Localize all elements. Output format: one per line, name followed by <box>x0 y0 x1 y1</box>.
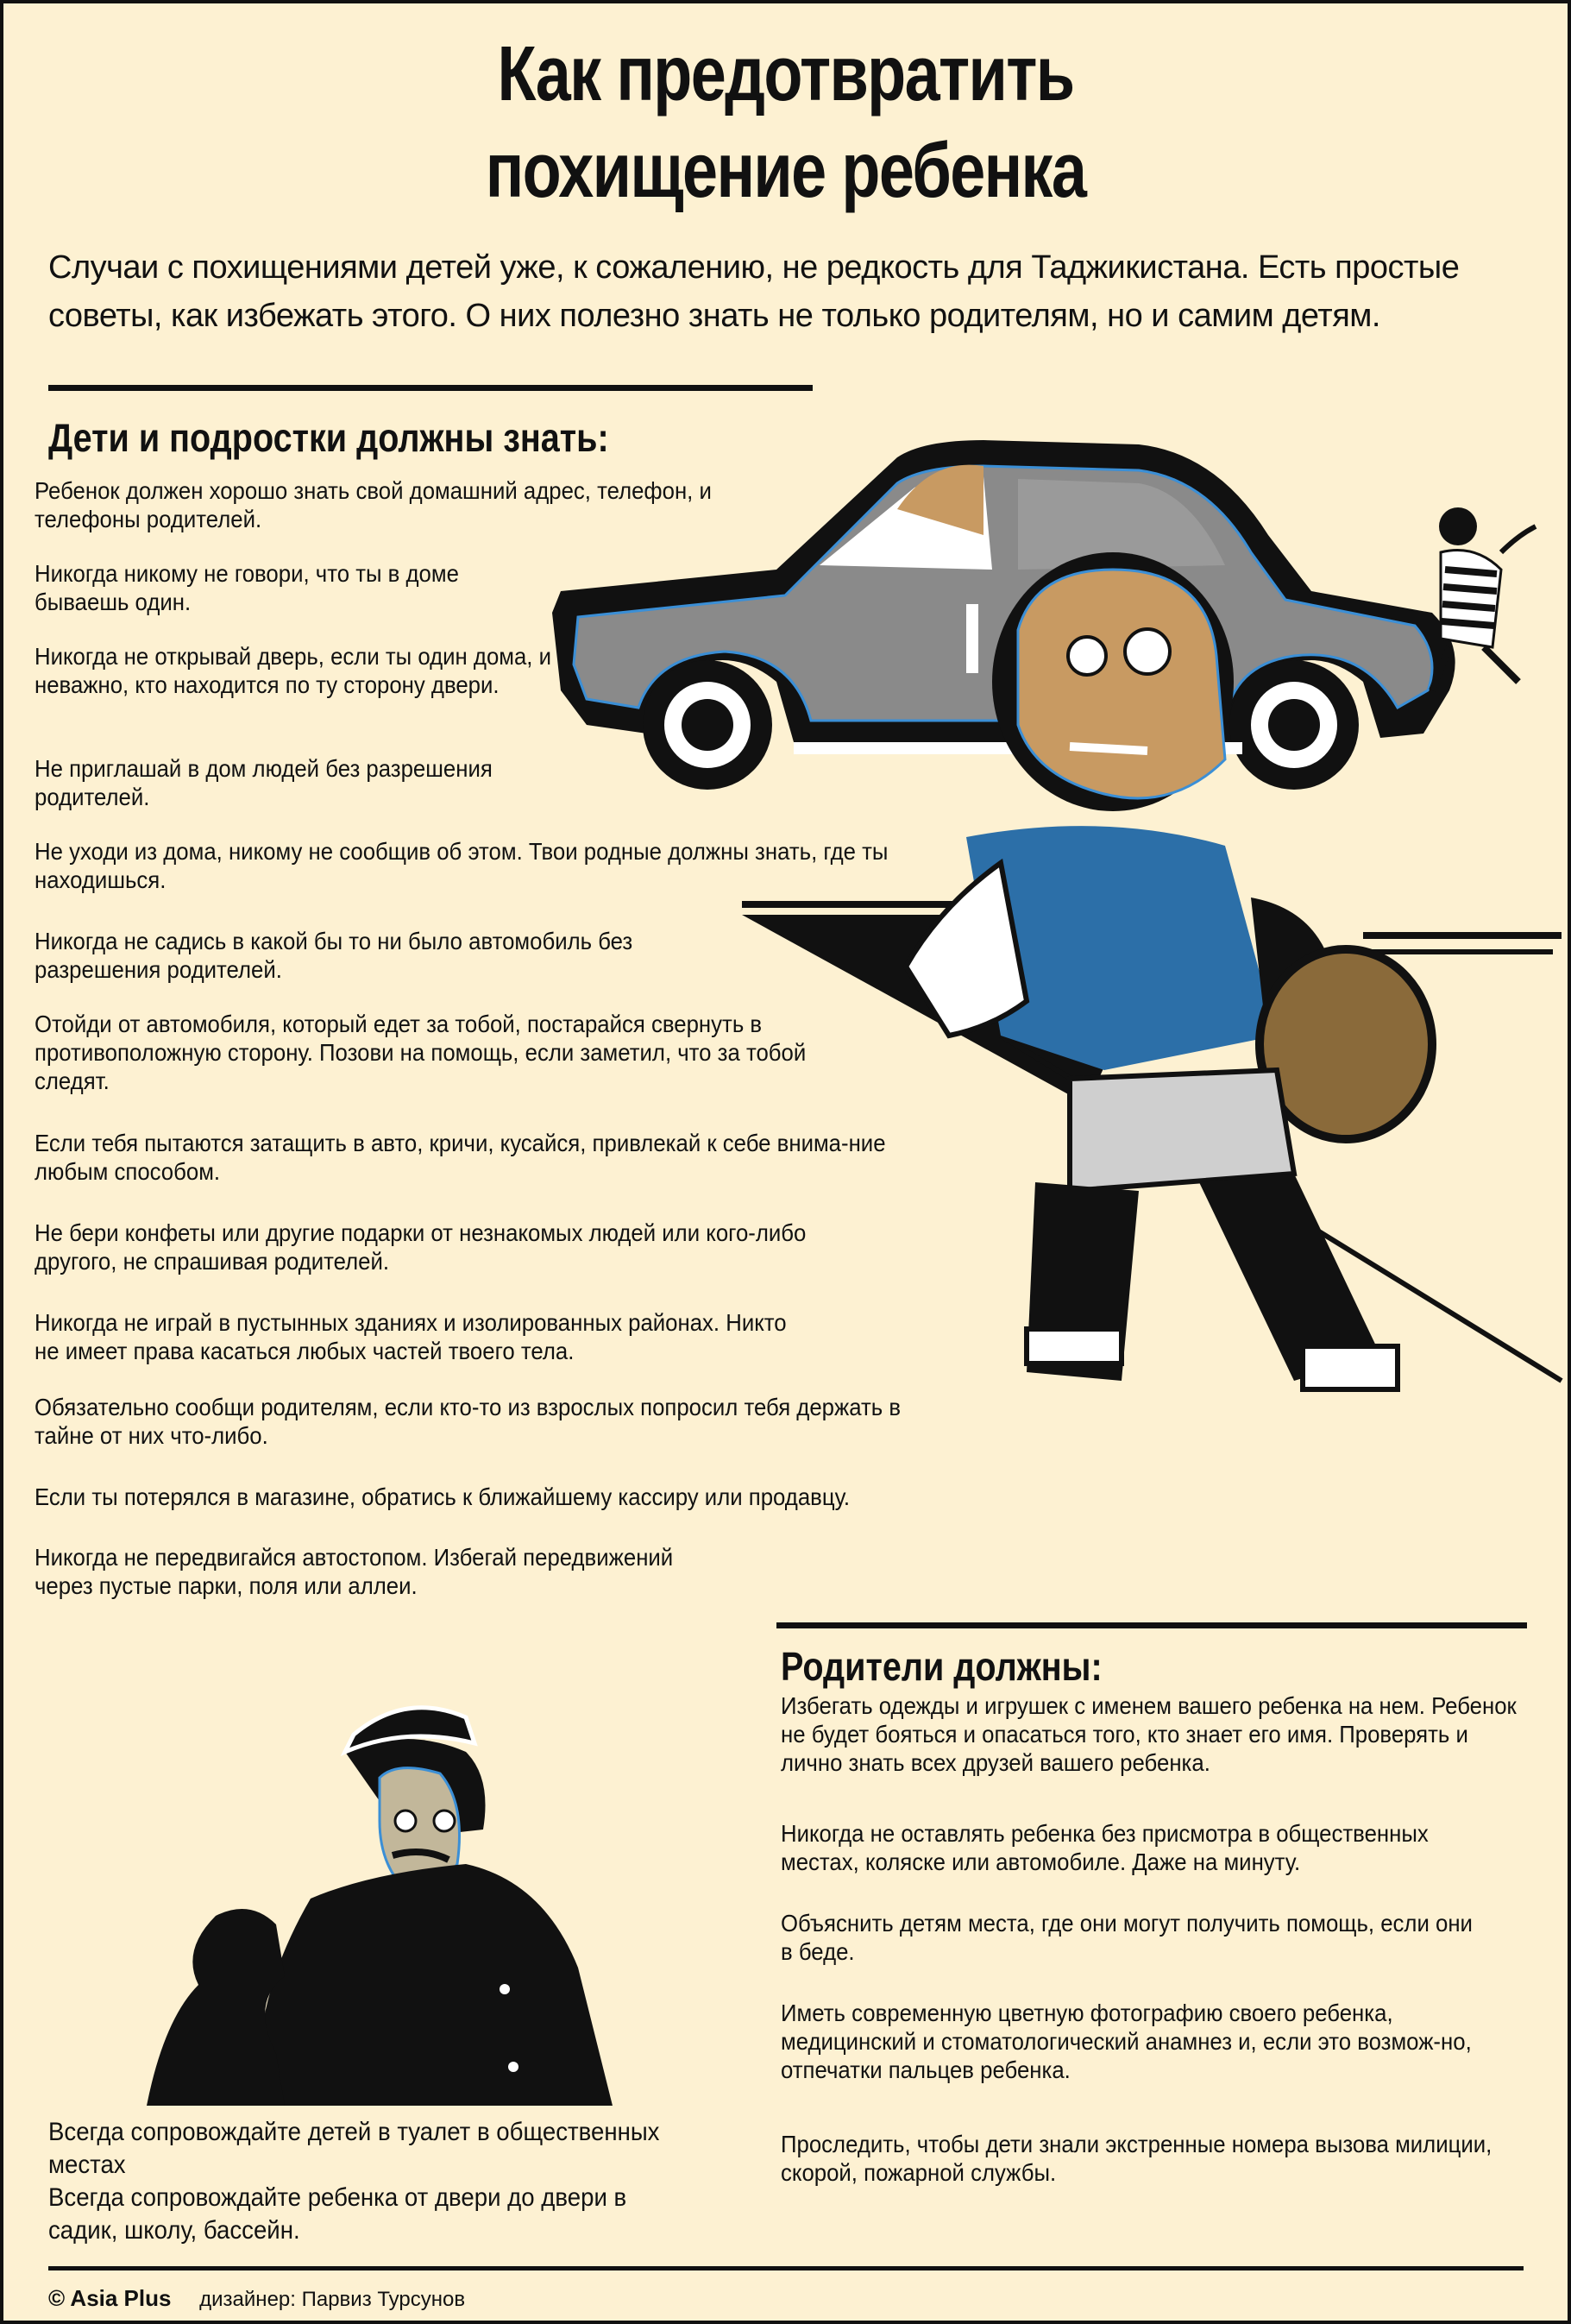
parents-item-1: Избегать одежды и игрушек с именем вашего ребенка на нем. Ребенок не будет бояться и опасаться того, кто знает его имя. Проверять и лично знать всех друзей вашего ребенка. <box>781 1692 1517 1776</box>
kids-item-7: Отойди от автомобиля, который едет за тобой, постарайся свернуть в противоположную сторону. Позови на помощь, если заметил, что за тобой следят. <box>35 1011 807 1094</box>
kids-item-8: Если тебя пытаются затащить в авто, кричи, кусайся, привлекай к себе внима-ние любым способом. <box>35 1130 886 1185</box>
divider-footer <box>48 2266 1524 2270</box>
kids-section-heading: Дети и подростки должны знать: <box>48 415 609 460</box>
kids-item-4: Не приглашай в дом людей без разрешения родителей. <box>35 755 493 810</box>
footer-brand: © Asia Plus <box>48 2285 172 2311</box>
bottom-note-1: Всегда сопровождайте детей в туалет в общественных местах <box>48 2118 660 2179</box>
thief-illustration <box>1415 501 1562 699</box>
parents-item-4: Иметь современную цветную фотографию своего ребенка, медицинский и стоматологический анамнез и, если это возмож-но, отпечатки пальцев ребенка. <box>781 2000 1472 2083</box>
list-item <box>35 1010 889 1095</box>
list-item <box>781 1819 1514 1876</box>
list-item <box>35 927 725 984</box>
kids-item-5: Не уходи из дома, никому не сообщив об этом. Твои родные должны знать, где ты находишься. <box>35 838 889 893</box>
footer <box>48 2285 465 2312</box>
page-title <box>141 26 1430 219</box>
parents-item-3: Объяснить детям места, где они могут получить помощь, если они в беде. <box>781 1910 1473 1965</box>
kids-item-13: Никогда не передвигайся автостопом. Избегай передвижений через пустые парки, поля или аллеи. <box>35 1544 674 1599</box>
kids-item-3: Никогда не открывай дверь, если ты один дома, и неважно, кто находится по ту сторону двери. <box>35 643 552 698</box>
divider-top <box>48 385 813 391</box>
kids-item-12: Если ты потерялся в магазине, обратись к ближайшему кассиру или продавцу. <box>35 1483 851 1510</box>
kids-item-10: Никогда не играй в пустынных зданиях и изолированных районах. Никто не имеет права касаться любых частей твоего тела. <box>35 1309 787 1364</box>
list-item <box>35 754 544 811</box>
title-line-1: Как предотвратить <box>497 31 1074 117</box>
list-item <box>35 1308 802 1365</box>
footer-credit: дизайнер: Парвиз Турсунов <box>199 2288 466 2311</box>
bottom-note-2: Всегда сопровождайте ребенка от двери до двери в садик, школу, бассейн. <box>48 2183 627 2245</box>
kids-item-6: Никогда не садись в какой бы то ни было автомобиль без разрешения родителей. <box>35 928 633 983</box>
list-item <box>35 1483 983 1511</box>
list-item <box>781 2130 1523 2187</box>
bottom-notes <box>48 2116 738 2247</box>
list-item <box>35 1129 940 1186</box>
list-item <box>35 559 518 616</box>
man-child-illustration <box>147 1691 768 2114</box>
list-item <box>35 837 932 894</box>
list-item <box>35 1393 949 1450</box>
kids-item-9: Не бери конфеты или другие подарки от незнакомых людей или кого-либо другого, не спрашивая родителей. <box>35 1219 807 1275</box>
list-item <box>781 1909 1488 1966</box>
kids-item-2: Никогда никому не говори, что ты в доме бываешь один. <box>35 560 459 615</box>
parents-item-2: Никогда не оставлять ребенка без присмотра в общественных местах, коляске или автомобиле. Даже на минуту. <box>781 1820 1429 1875</box>
kids-item-1: Ребенок должен хорошо знать свой домашний адрес, телефон, и телефоны родителей. <box>35 477 712 532</box>
parents-section-heading: Родители должны: <box>781 1644 1103 1689</box>
list-item <box>781 1691 1523 1777</box>
kids-item-11: Обязательно сообщи родителям, если кто-то из взрослых попросил тебя держать в тайне от них что-либо. <box>35 1394 902 1449</box>
divider-parents <box>776 1622 1527 1628</box>
parents-item-5: Проследить, чтобы дети знали экстренные номера вызова милиции, скорой, пожарной службы. <box>781 2131 1492 2186</box>
list-item <box>35 476 776 533</box>
list-item <box>35 642 561 699</box>
title-line-2: похищение ребенка <box>485 128 1086 214</box>
list-item <box>35 1543 725 1600</box>
list-item <box>781 1999 1531 2084</box>
list-item <box>35 1219 897 1275</box>
intro-text: Случаи с похищениями детей уже, к сожалению, не редкость для Таджикистана. Есть простые советы, как избежать этого. О них полезно знать не только родителям, но и самим детям. <box>48 249 1460 334</box>
